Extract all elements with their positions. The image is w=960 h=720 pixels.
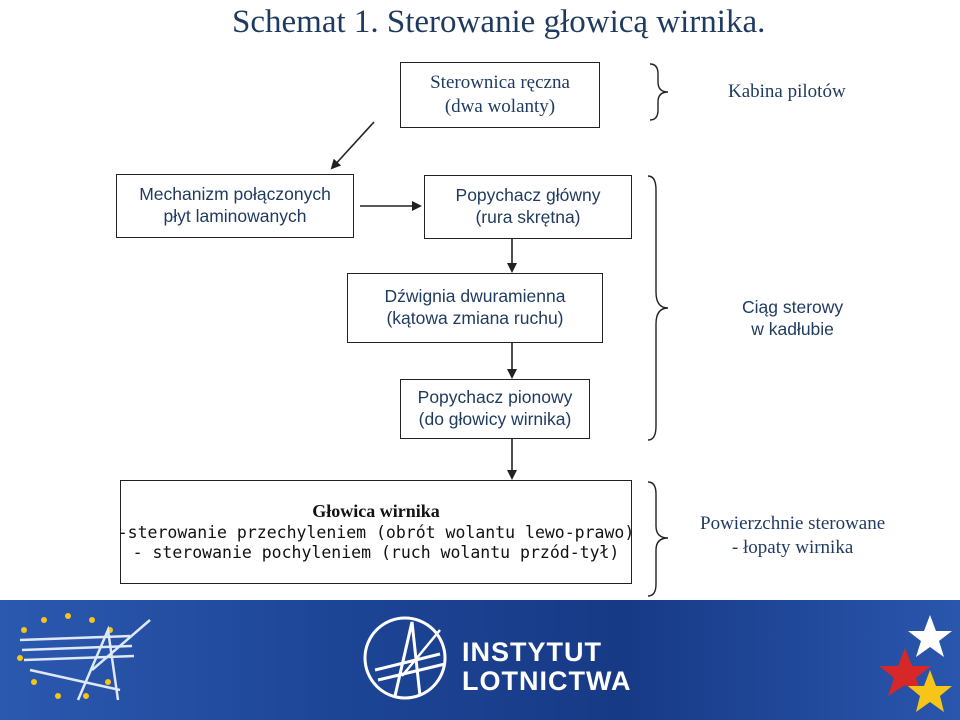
brand-name xyxy=(462,638,631,696)
brand-line: LOTNICTWA xyxy=(462,666,632,697)
box-line: (rura skrętna) xyxy=(475,207,581,227)
box-line: Popychacz pionowy xyxy=(417,387,573,408)
box-line: Popychacz główny xyxy=(455,185,601,206)
kabina-pilotow-label: Kabina pilotów xyxy=(728,81,846,102)
institute-emblem-icon xyxy=(365,618,445,698)
box-line: (do głowicy wirnika) xyxy=(418,409,572,429)
brace-powierzchnie xyxy=(648,482,668,596)
label-line: w kadłubie xyxy=(751,318,834,339)
box-title: Głowica wirnika xyxy=(312,501,440,522)
stars-right-icon xyxy=(879,615,952,712)
label-line: Ciąg sterowy xyxy=(742,297,844,317)
brace-ciag xyxy=(648,176,668,440)
label-line: - łopaty wirnika xyxy=(731,536,854,558)
box-line: (dwa wolanty) xyxy=(444,96,556,117)
diagonal-arrow xyxy=(332,122,374,168)
box-line: (kątowa zmiana ruchu) xyxy=(386,308,564,328)
box-line: - sterowanie pochyleniem (ruch wolantu przód-tył) xyxy=(132,543,620,563)
box-line: Dźwignia dwuramienna xyxy=(384,286,566,307)
wing-emblem-left-icon xyxy=(20,620,150,700)
box-line: płyt laminowanych xyxy=(163,206,307,226)
box-line: Sterownica ręczna xyxy=(430,72,570,94)
brace-kabina xyxy=(650,64,668,120)
page-title: Schemat 1. Sterowanie głowicą wirnika. xyxy=(232,4,766,40)
label-line: Powierzchnie sterowane xyxy=(700,513,886,534)
box-line: -sterowanie przechyleniem (obrót wolantu lewo-prawo) xyxy=(117,522,635,542)
brand-line: INSTYTUT xyxy=(462,637,602,667)
box-line: Mechanizm połączonych xyxy=(139,184,331,205)
